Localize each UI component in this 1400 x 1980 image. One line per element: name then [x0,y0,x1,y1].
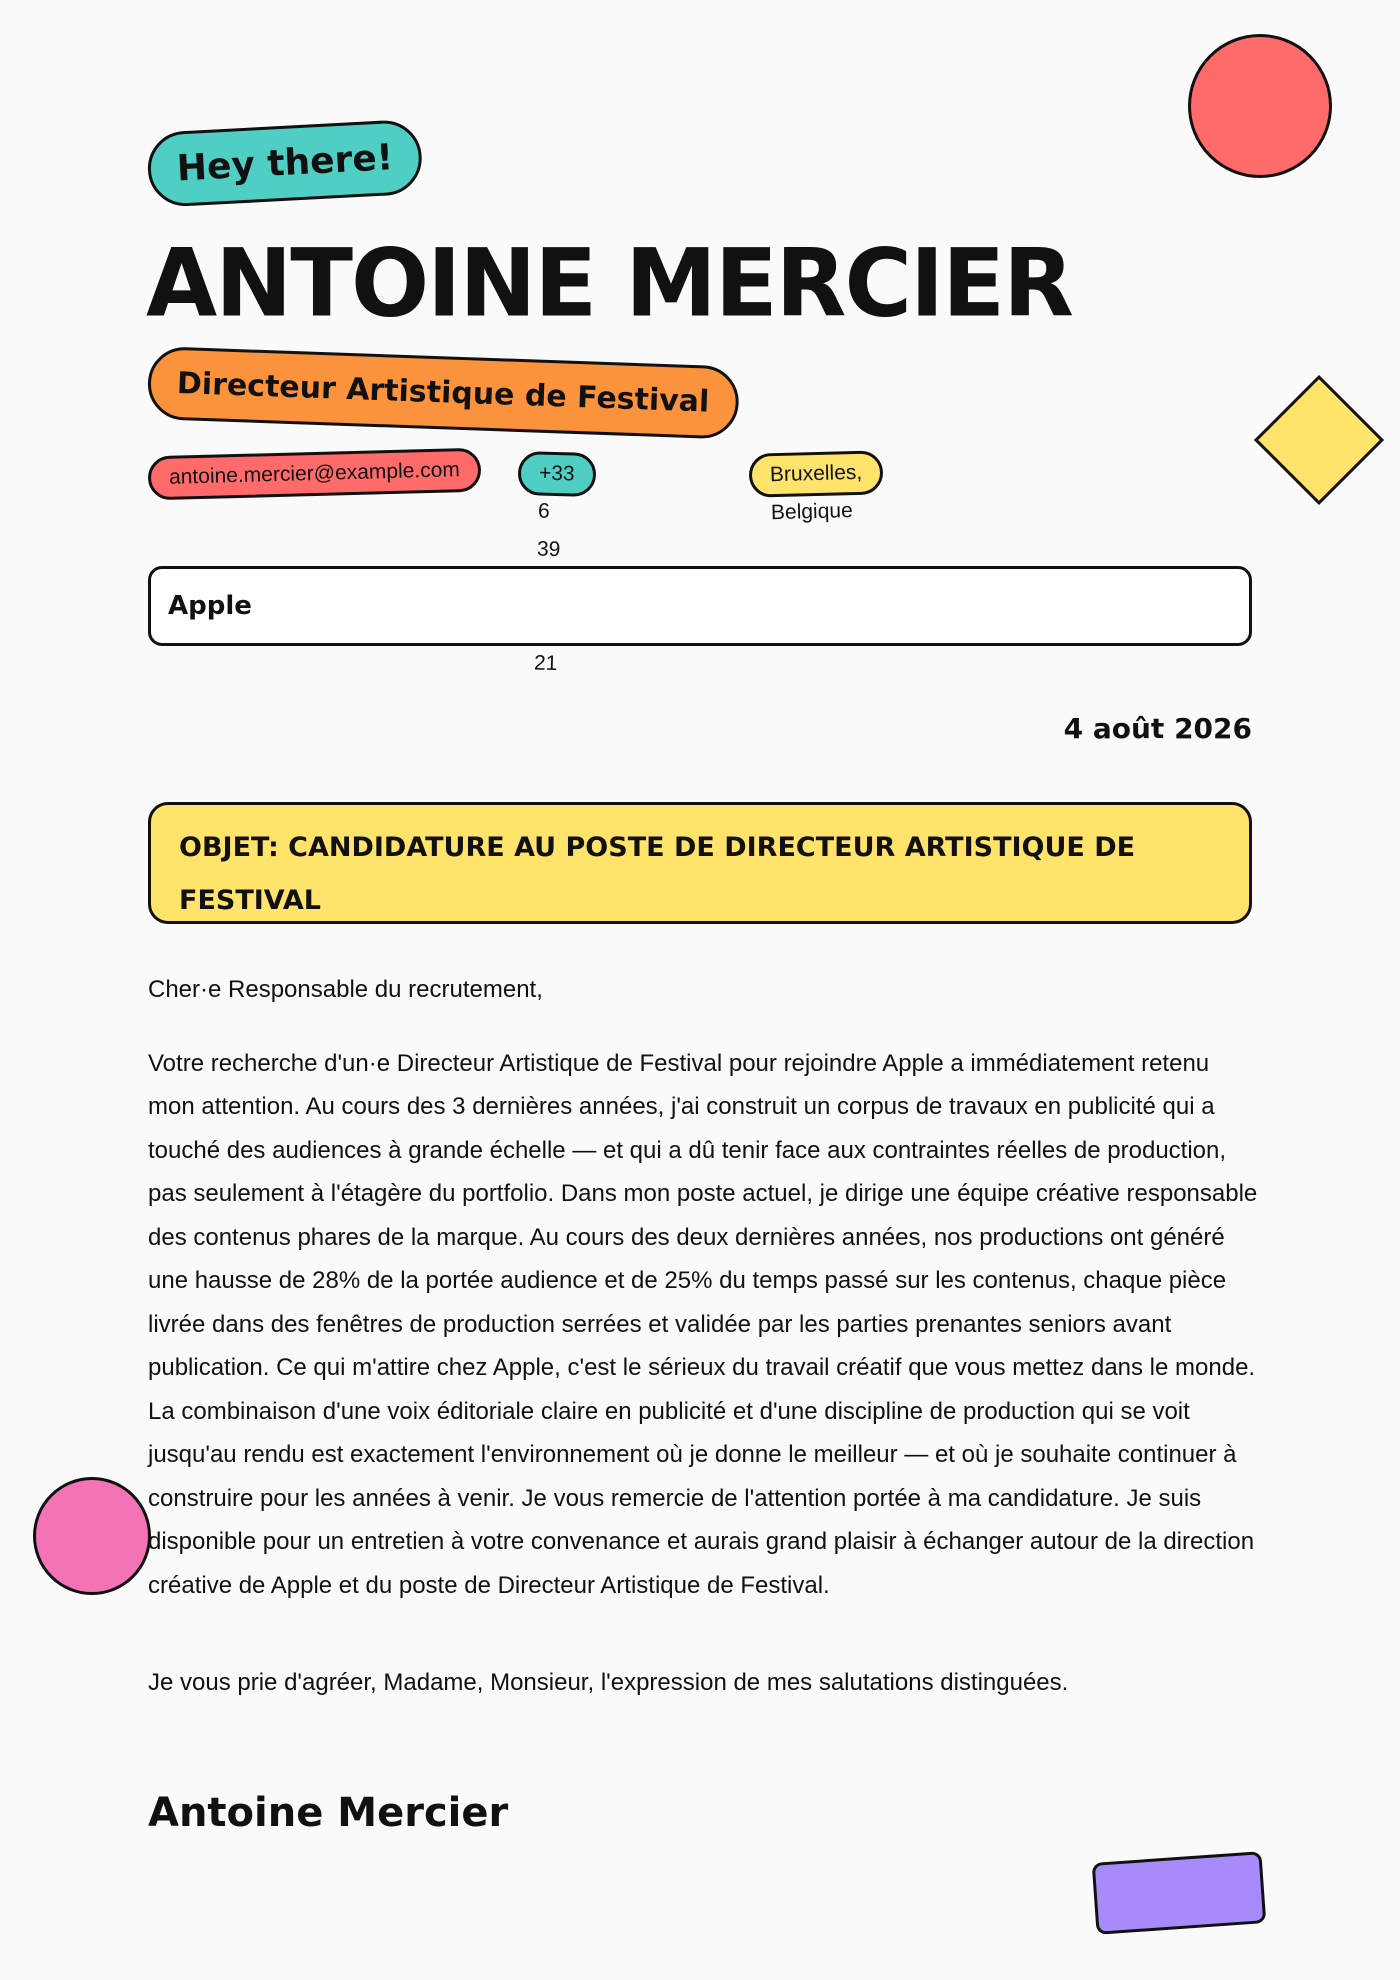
phone-chip[interactable]: +33 6 39 21 [517,451,596,497]
subject-line: OBJET: CANDIDATURE AU POSTE DE DIRECTEUR ARTISTIQUE DE FESTIVAL [148,802,1252,924]
location-chip: Bruxelles, Belgique [748,450,883,497]
signature: Antoine Mercier [148,1790,509,1836]
job-title-badge: Directeur Artistique de Festival [147,346,740,440]
closing-paragraph: Je vous prie d'agréer, Madame, Monsieur, l'expression de mes salutations distinguées. [148,1669,1069,1696]
letter-date: 4 août 2026 [1063,712,1252,745]
recipient-company: Apple [148,566,1252,646]
applicant-name: ANTOINE MERCIER [146,228,1072,339]
body-paragraph: Votre recherche d'un·e Directeur Artistique de Festival pour rejoindre Apple a immédiatement retenu mon attention. Au cours des 3 dernières années, j'ai construit un corpus de travaux en publicité qui a touché des audiences à grande échelle — et qui a dû tenir face aux contraintes réelles de production, pas seulement à l'étagère du portfolio. Dans mon poste actuel, je dirige une équipe créative responsable des contenus phares de la marque. Au cours des deux dernières années, nos productions ont généré une hausse de 28% de la portée audience et de 25% du temps passé sur les contenus, chaque pièce livrée dans des fenêtres de production serrées et validée par les parties prenantes seniors avant publication. Ce qui m'attire chez Apple, c'est le sérieux du travail créatif que vous mettez dans le monde. La combinaison d'une voix éditoriale claire en publicité et d'une discipline de production qui se voit jusqu'au rendu est exactement l'environnement où je donne le meilleur — et où je souhaite continuer à construire pour les années à venir. Je vous remercie de l'attention portée à ma candidature. Je suis disponible pour un entretien à votre convenance et aurais grand plaisir à échanger autour de la direction créative de Apple et du poste de Directeur Artistique de Festival. [148,1049,1258,1599]
decorative-purple-rectangle [1092,1851,1267,1935]
decorative-yellow-diamond [1254,375,1384,505]
decorative-red-circle [1188,34,1332,178]
letter-body [148,968,1258,1705]
greeting-badge: Hey there! [146,119,424,208]
decorative-pink-circle [33,1477,151,1595]
salutation: Cher·e Responsable du recrutement, [148,976,543,1003]
email-chip[interactable]: antoine.mercier@example.com [147,448,481,501]
